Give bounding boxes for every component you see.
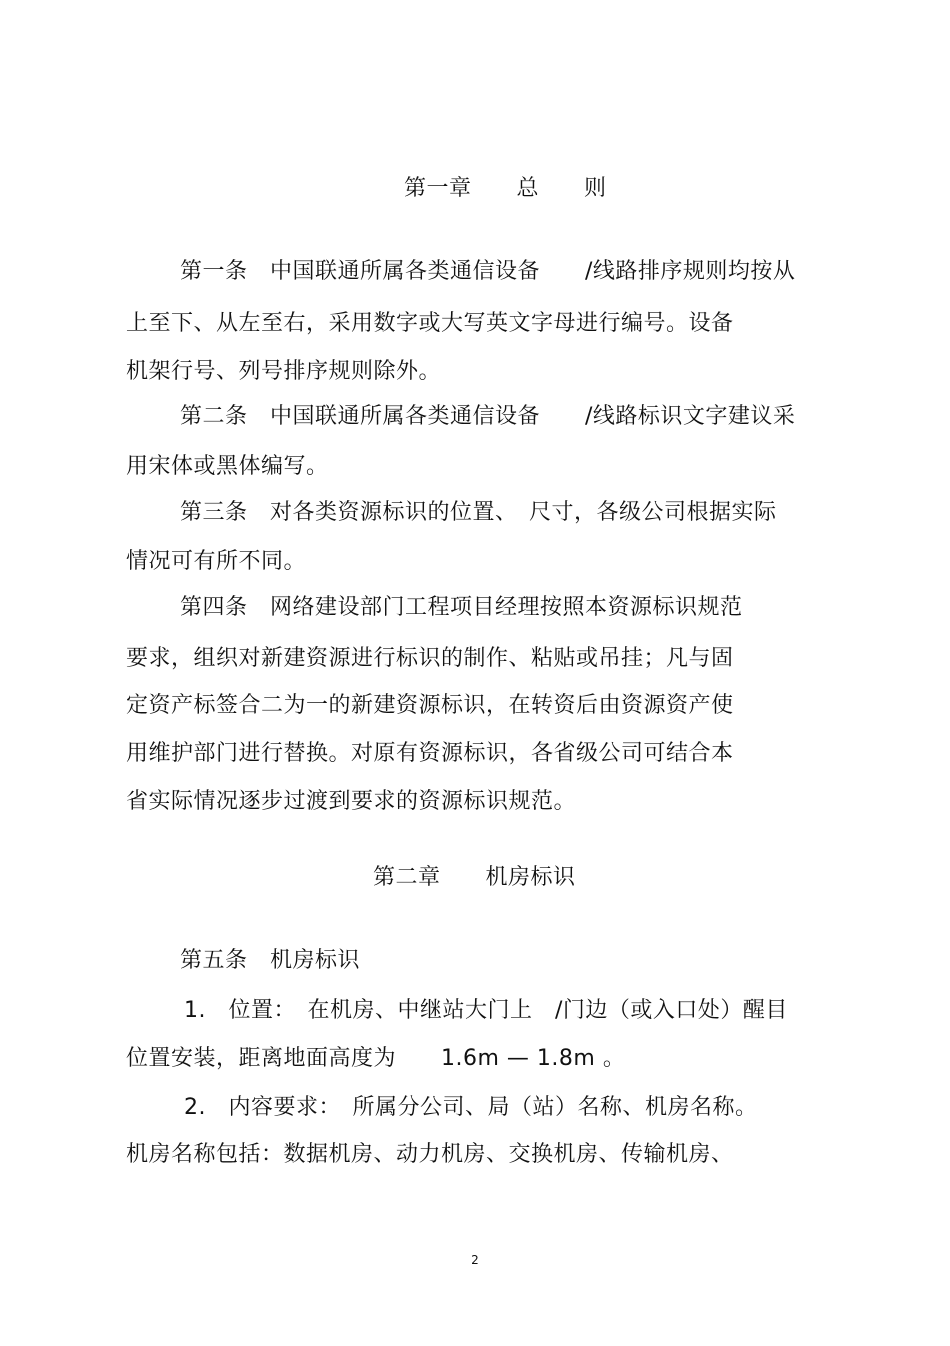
article-3-line-1: 第三条 对各类资源标识的位置、 尺寸，各级公司根据实际	[180, 500, 777, 525]
article-4-line-5: 省实际情况逐步过渡到要求的资源标识规范。	[126, 789, 577, 814]
article-5-title: 第五条 机房标识	[180, 948, 361, 973]
article-4-line-3: 定资产标签合二为一的新建资源标识，在转资后由资源资产使	[126, 693, 734, 718]
chapter-1-title: 第一章 总 则	[404, 176, 607, 201]
article-1-line-2: 上至下、从左至右，采用数字或大写英文字母进行编号。设备	[126, 311, 734, 336]
article-1-line-3: 机架行号、列号排序规则除外。	[126, 359, 442, 384]
article-2-line-2: 用宋体或黑体编写。	[126, 454, 329, 479]
page-number: 2	[471, 1253, 479, 1267]
chapter-2-title: 第二章 机房标识	[373, 865, 576, 890]
article-3-line-2: 情况可有所不同。	[126, 549, 307, 574]
article-4-line-2: 要求，组织对新建资源进行标识的制作、粘贴或吊挂；凡与固	[126, 646, 734, 671]
article-5-item-1-line-1: 1. 位置： 在机房、中继站大门上 /门边（或入口处）醒目	[184, 998, 788, 1023]
article-2-line-1: 第二条 中国联通所属各类通信设备 /线路标识文字建议采	[180, 404, 796, 429]
article-1-line-1: 第一条 中国联通所属各类通信设备 /线路排序规则均按从	[180, 259, 796, 284]
article-5-item-2-line-1: 2. 内容要求： 所属分公司、局（站）名称、机房名称。	[184, 1095, 758, 1120]
article-4-line-4: 用维护部门进行替换。对原有资源标识，各省级公司可结合本	[126, 741, 734, 766]
article-5-item-1-line-2: 位置安装，距离地面高度为 1.6m — 1.8m 。	[126, 1046, 626, 1071]
article-5-item-2-line-2: 机房名称包括：数据机房、动力机房、交换机房、传输机房、	[126, 1142, 734, 1167]
article-4-line-1: 第四条 网络建设部门工程项目经理按照本资源标识规范	[180, 595, 743, 620]
